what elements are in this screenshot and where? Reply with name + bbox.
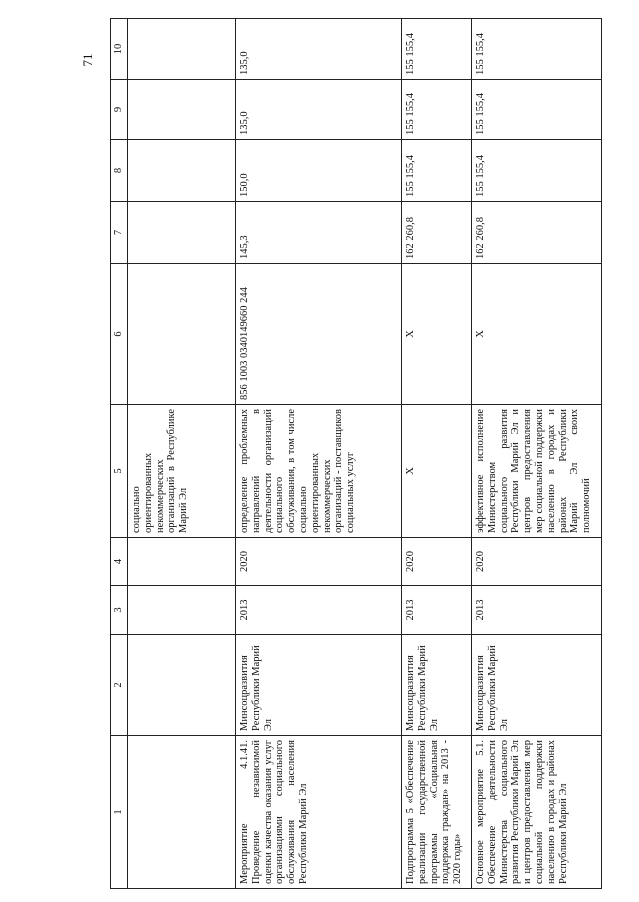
header-cell: 9: [111, 80, 128, 140]
cell-budget-code: 856 1003 0340149660 244: [236, 264, 402, 405]
cell-value: 135,0: [236, 19, 402, 80]
cell-start-year: 2013: [402, 586, 472, 635]
cell-value: 155 155,4: [402, 140, 472, 202]
header-cell: 5: [111, 405, 128, 538]
table-cell: [128, 538, 236, 586]
page-number: 71: [80, 53, 95, 67]
table-row: [236, 19, 402, 889]
cell-budget-code: Х: [472, 264, 602, 405]
cell-value: 155 155,4: [472, 80, 602, 140]
cell-title: Основное мероприятие 5.1. Обеспечение деятельности Министерства социального развития Республики Марий Эл и центров предоставления мер социальной поддержки населению в городах и районах Республики Марий Эл: [472, 736, 602, 889]
table-cell: [128, 202, 236, 264]
header-cell: 7: [111, 202, 128, 264]
cell-value: 162 260,8: [402, 202, 472, 264]
cell-result: определение проблемных направлений в деятельности организаций социального обслуживания, в том числе социально ориентированных некоммерческих организаций - поставщиков социальных услуг: [236, 405, 402, 538]
table-cell: [128, 635, 236, 736]
header-cell: 2: [111, 635, 128, 736]
cell-executor: Минсоцразвития Республики Марий Эл: [236, 635, 402, 736]
table-cell: [128, 80, 236, 140]
cell-value: 155 155,4: [402, 80, 472, 140]
cell-end-year: 2020: [472, 538, 602, 586]
cell-value: 162 260,8: [472, 202, 602, 264]
header-row: [111, 19, 128, 889]
rotated-table-container: [110, 19, 602, 889]
continuation-cell-result: социально ориентированных некоммерческих организаций в Республике Марий Эл: [128, 405, 236, 538]
cell-value: 150,0: [236, 140, 402, 202]
cell-title: Подпрограмма 5 «Обеспечение реализации государственной программы «Социальная поддержка граждан» на 2013 - 2020 годы»: [402, 736, 472, 889]
table-cell: [128, 586, 236, 635]
table-cell: [128, 264, 236, 405]
cell-value: 155 155,4: [472, 140, 602, 202]
cell-value: 155 155,4: [472, 19, 602, 80]
cell-start-year: 2013: [236, 586, 402, 635]
table-row: [402, 19, 472, 889]
header-cell: 3: [111, 586, 128, 635]
cell-executor: Минсоцразвития Республики Марий Эл: [402, 635, 472, 736]
program-table: [110, 18, 602, 889]
cell-value: 135,0: [236, 80, 402, 140]
cell-title: Мероприятие 4.1.41. Проведение независимой оценки качества оказания услуг организациями социального обслуживания населения Республики Марий Эл: [236, 736, 402, 889]
cell-end-year: 2020: [402, 538, 472, 586]
header-cell: 1: [111, 736, 128, 889]
table-cell: [128, 19, 236, 80]
header-cell: 4: [111, 538, 128, 586]
cell-result: Х: [402, 405, 472, 538]
cell-value: 145,3: [236, 202, 402, 264]
cell-value: 155 155,4: [402, 19, 472, 80]
cell-executor: Минсоцразвития Республики Марий Эл: [472, 635, 602, 736]
table-row: [472, 19, 602, 889]
cell-result: эффективное исполнение Министерством социального развития Республики Марий Эл и центров предоставления мер социальной поддержки населению в городах и районах Республики Марий Эл своих полномочий: [472, 405, 602, 538]
cell-budget-code: Х: [402, 264, 472, 405]
cell-end-year: 2020: [236, 538, 402, 586]
table-cell: [128, 140, 236, 202]
continuation-row: [128, 19, 236, 889]
cell-start-year: 2013: [472, 586, 602, 635]
table-cell: [128, 736, 236, 889]
header-cell: 6: [111, 264, 128, 405]
header-cell: 8: [111, 140, 128, 202]
header-cell: 10: [111, 19, 128, 80]
